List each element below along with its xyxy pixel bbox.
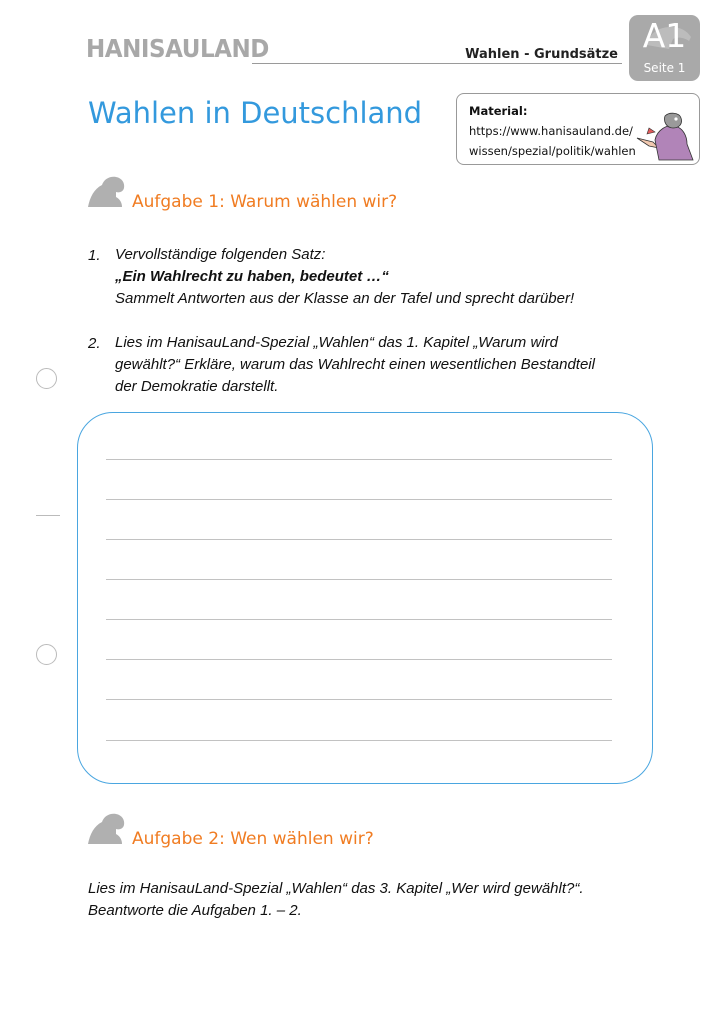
task1-item1-number: 1.	[88, 247, 101, 264]
dinosaur-silhouette-icon	[86, 175, 126, 209]
task2-line1: Lies im HanisauLand-Spezial „Wahlen“ das 3. Kapitel „Wer wird gewählt?“.	[88, 880, 584, 897]
writing-line	[106, 659, 612, 660]
task1-item2	[115, 332, 635, 398]
header-rule	[252, 63, 622, 64]
writing-line	[106, 459, 612, 460]
writing-line	[106, 740, 612, 741]
task1-item2-line3: der Demokratie darstellt.	[115, 378, 279, 395]
material-url-line2[interactable]: wissen/spezial/politik/wahlen	[469, 144, 636, 158]
dinosaur-silhouette-icon	[86, 812, 126, 846]
material-url-line1[interactable]: https://www.hanisauland.de/	[469, 124, 633, 138]
badge-code: A1	[642, 16, 687, 55]
writing-line	[106, 499, 612, 500]
task1-item2-number: 2.	[88, 335, 101, 352]
fold-mark	[36, 515, 60, 516]
mascot-character-icon	[635, 112, 697, 162]
badge-page: Seite 1	[643, 61, 686, 75]
task2-heading: Aufgabe 2: Wen wählen wir?	[132, 829, 374, 849]
task1-item1-line1: Vervollständige folgenden Satz:	[115, 246, 326, 263]
writing-line	[106, 539, 612, 540]
writing-line	[106, 619, 612, 620]
writing-line	[106, 699, 612, 700]
punch-hole-bottom	[36, 644, 57, 665]
task1-item1	[115, 244, 635, 310]
writing-line	[106, 579, 612, 580]
punch-hole-top	[36, 368, 57, 389]
task1-item2-line1: Lies im HanisauLand-Spezial „Wahlen“ das 1. Kapitel „Warum wird	[115, 334, 558, 351]
task1-heading: Aufgabe 1: Warum wählen wir?	[132, 192, 398, 212]
task1-item1-line3: Sammelt Antworten aus der Klasse an der Tafel und sprecht darüber!	[115, 290, 575, 307]
material-label: Material:	[469, 104, 528, 118]
header-subject: Wahlen - Grundsätze	[465, 47, 618, 62]
task2-text	[88, 878, 648, 922]
hanisauland-logo: HANISAULAND	[86, 34, 269, 63]
page-title: Wahlen in Deutschland	[88, 96, 423, 130]
task1-item2-line2: gewählt?“ Erkläre, warum das Wahlrecht einen wesentlichen Bestandteil	[115, 356, 595, 373]
task2-line2: Beantworte die Aufgaben 1. – 2.	[88, 902, 302, 919]
worksheet-badge	[629, 15, 700, 81]
answer-box[interactable]	[77, 412, 653, 784]
material-box	[456, 93, 700, 165]
task1-item1-line2: „Ein Wahlrecht zu haben, bedeutet …“	[115, 268, 389, 285]
